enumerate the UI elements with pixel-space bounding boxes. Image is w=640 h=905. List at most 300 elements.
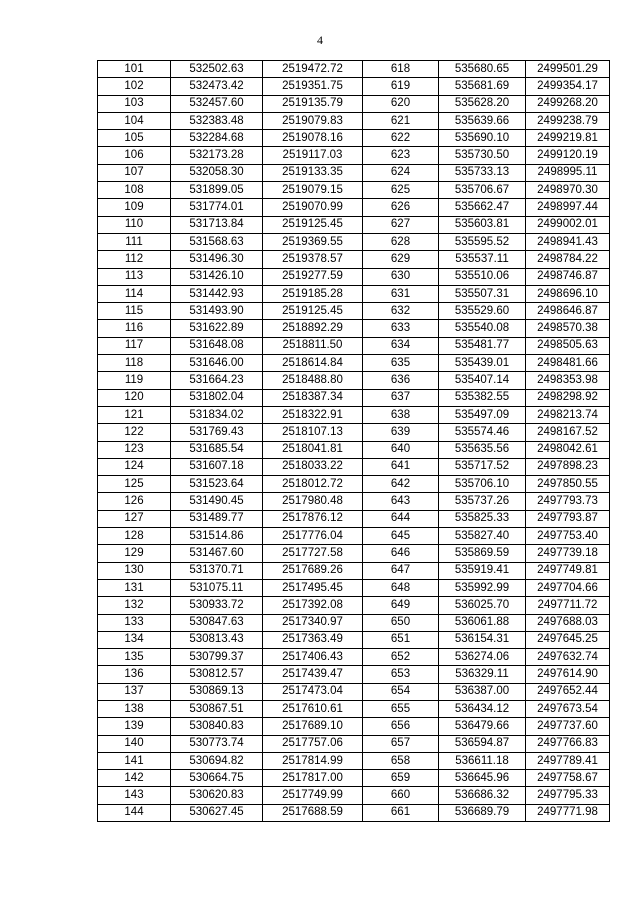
x-coordinate-left: 532383.48 [171, 112, 263, 129]
point-number-left: 143 [98, 787, 171, 804]
table-row [98, 372, 610, 389]
point-number-right: 661 [363, 804, 439, 821]
point-number-right: 618 [363, 61, 439, 78]
x-coordinate-right: 535382.55 [439, 389, 526, 406]
y-coordinate-left: 2517814.99 [263, 752, 363, 769]
y-coordinate-right: 2497771.98 [526, 804, 610, 821]
y-coordinate-right: 2497645.25 [526, 631, 610, 648]
point-number-left: 121 [98, 406, 171, 423]
table-row [98, 718, 610, 735]
x-coordinate-right: 535825.33 [439, 510, 526, 527]
point-number-left: 112 [98, 251, 171, 268]
x-coordinate-right: 535706.67 [439, 182, 526, 199]
table-row [98, 770, 610, 787]
y-coordinate-left: 2517439.47 [263, 666, 363, 683]
y-coordinate-left: 2517610.61 [263, 700, 363, 717]
x-coordinate-left: 530812.57 [171, 666, 263, 683]
point-number-left: 104 [98, 112, 171, 129]
y-coordinate-right: 2498746.87 [526, 268, 610, 285]
x-coordinate-left: 531646.00 [171, 355, 263, 372]
point-number-right: 645 [363, 528, 439, 545]
point-number-right: 655 [363, 700, 439, 717]
table-row [98, 666, 610, 683]
x-coordinate-left: 531834.02 [171, 406, 263, 423]
y-coordinate-left: 2518033.22 [263, 458, 363, 475]
point-number-left: 111 [98, 233, 171, 250]
y-coordinate-left: 2519078.16 [263, 130, 363, 147]
x-coordinate-right: 535717.52 [439, 458, 526, 475]
point-number-right: 652 [363, 649, 439, 666]
point-number-left: 119 [98, 372, 171, 389]
point-number-left: 135 [98, 649, 171, 666]
point-number-right: 635 [363, 355, 439, 372]
table-row [98, 199, 610, 216]
x-coordinate-right: 535733.13 [439, 164, 526, 181]
x-coordinate-right: 536686.32 [439, 787, 526, 804]
x-coordinate-left: 532173.28 [171, 147, 263, 164]
coordinates-table [97, 60, 610, 822]
x-coordinate-left: 531899.05 [171, 182, 263, 199]
x-coordinate-right: 535992.99 [439, 579, 526, 596]
point-number-left: 144 [98, 804, 171, 821]
point-number-left: 116 [98, 320, 171, 337]
table-row [98, 147, 610, 164]
y-coordinate-right: 2499354.17 [526, 78, 610, 95]
y-coordinate-left: 2517727.58 [263, 545, 363, 562]
x-coordinate-left: 531622.89 [171, 320, 263, 337]
x-coordinate-left: 530694.82 [171, 752, 263, 769]
y-coordinate-left: 2518107.13 [263, 424, 363, 441]
point-number-left: 136 [98, 666, 171, 683]
y-coordinate-left: 2517749.99 [263, 787, 363, 804]
point-number-left: 125 [98, 476, 171, 493]
x-coordinate-right: 535481.77 [439, 337, 526, 354]
x-coordinate-right: 536479.66 [439, 718, 526, 735]
point-number-left: 106 [98, 147, 171, 164]
y-coordinate-right: 2497793.73 [526, 493, 610, 510]
y-coordinate-left: 2518041.81 [263, 441, 363, 458]
x-coordinate-right: 535595.52 [439, 233, 526, 250]
point-number-left: 142 [98, 770, 171, 787]
x-coordinate-right: 535497.09 [439, 406, 526, 423]
x-coordinate-left: 532473.42 [171, 78, 263, 95]
x-coordinate-left: 531648.08 [171, 337, 263, 354]
table-row [98, 458, 610, 475]
point-number-left: 123 [98, 441, 171, 458]
x-coordinate-left: 530840.83 [171, 718, 263, 735]
y-coordinate-left: 2517392.08 [263, 597, 363, 614]
y-coordinate-left: 2519125.45 [263, 216, 363, 233]
point-number-right: 658 [363, 752, 439, 769]
table-row [98, 579, 610, 596]
y-coordinate-right: 2498646.87 [526, 303, 610, 320]
point-number-right: 627 [363, 216, 439, 233]
y-coordinate-right: 2497614.90 [526, 666, 610, 683]
point-number-left: 102 [98, 78, 171, 95]
point-number-left: 131 [98, 579, 171, 596]
point-number-left: 122 [98, 424, 171, 441]
point-number-right: 621 [363, 112, 439, 129]
x-coordinate-right: 535737.26 [439, 493, 526, 510]
point-number-left: 137 [98, 683, 171, 700]
point-number-right: 633 [363, 320, 439, 337]
y-coordinate-right: 2497766.83 [526, 735, 610, 752]
point-number-right: 629 [363, 251, 439, 268]
point-number-left: 110 [98, 216, 171, 233]
x-coordinate-right: 535869.59 [439, 545, 526, 562]
point-number-left: 108 [98, 182, 171, 199]
y-coordinate-right: 2498353.98 [526, 372, 610, 389]
y-coordinate-right: 2498784.22 [526, 251, 610, 268]
y-coordinate-left: 2519369.55 [263, 233, 363, 250]
point-number-left: 129 [98, 545, 171, 562]
x-coordinate-left: 530799.37 [171, 649, 263, 666]
x-coordinate-right: 536274.06 [439, 649, 526, 666]
x-coordinate-right: 536025.70 [439, 597, 526, 614]
y-coordinate-left: 2519185.28 [263, 285, 363, 302]
y-coordinate-right: 2498997.44 [526, 199, 610, 216]
y-coordinate-left: 2517688.59 [263, 804, 363, 821]
point-number-right: 634 [363, 337, 439, 354]
x-coordinate-left: 530664.75 [171, 770, 263, 787]
x-coordinate-left: 531370.71 [171, 562, 263, 579]
y-coordinate-right: 2498570.38 [526, 320, 610, 337]
y-coordinate-right: 2499219.81 [526, 130, 610, 147]
y-coordinate-right: 2499002.01 [526, 216, 610, 233]
y-coordinate-right: 2497758.67 [526, 770, 610, 787]
y-coordinate-left: 2519079.83 [263, 112, 363, 129]
x-coordinate-left: 531496.30 [171, 251, 263, 268]
x-coordinate-right: 535662.47 [439, 199, 526, 216]
x-coordinate-left: 530847.63 [171, 614, 263, 631]
point-number-left: 140 [98, 735, 171, 752]
y-coordinate-right: 2497652.44 [526, 683, 610, 700]
point-number-right: 620 [363, 95, 439, 112]
x-coordinate-right: 535639.66 [439, 112, 526, 129]
point-number-left: 138 [98, 700, 171, 717]
table-row [98, 251, 610, 268]
y-coordinate-left: 2519351.75 [263, 78, 363, 95]
x-coordinate-left: 530867.51 [171, 700, 263, 717]
y-coordinate-left: 2519125.45 [263, 303, 363, 320]
x-coordinate-left: 531774.01 [171, 199, 263, 216]
y-coordinate-right: 2498167.52 [526, 424, 610, 441]
table-row [98, 804, 610, 821]
y-coordinate-left: 2517776.04 [263, 528, 363, 545]
x-coordinate-right: 536061.88 [439, 614, 526, 631]
x-coordinate-left: 531426.10 [171, 268, 263, 285]
x-coordinate-right: 536611.18 [439, 752, 526, 769]
x-coordinate-left: 530869.13 [171, 683, 263, 700]
x-coordinate-left: 532284.68 [171, 130, 263, 147]
point-number-left: 117 [98, 337, 171, 354]
table-row [98, 216, 610, 233]
point-number-right: 640 [363, 441, 439, 458]
y-coordinate-left: 2519472.72 [263, 61, 363, 78]
table-row [98, 787, 610, 804]
x-coordinate-left: 532058.30 [171, 164, 263, 181]
x-coordinate-left: 531442.93 [171, 285, 263, 302]
point-number-right: 622 [363, 130, 439, 147]
y-coordinate-right: 2497789.41 [526, 752, 610, 769]
table-row [98, 303, 610, 320]
table-row [98, 649, 610, 666]
x-coordinate-left: 531607.18 [171, 458, 263, 475]
table-row [98, 320, 610, 337]
x-coordinate-right: 536387.00 [439, 683, 526, 700]
x-coordinate-right: 535537.11 [439, 251, 526, 268]
point-number-left: 133 [98, 614, 171, 631]
y-coordinate-right: 2498481.66 [526, 355, 610, 372]
x-coordinate-left: 531075.11 [171, 579, 263, 596]
x-coordinate-left: 532457.60 [171, 95, 263, 112]
y-coordinate-left: 2517980.48 [263, 493, 363, 510]
table-row [98, 285, 610, 302]
point-number-left: 107 [98, 164, 171, 181]
table-row [98, 268, 610, 285]
table-row [98, 735, 610, 752]
y-coordinate-left: 2519133.35 [263, 164, 363, 181]
x-coordinate-right: 535706.10 [439, 476, 526, 493]
point-number-right: 660 [363, 787, 439, 804]
y-coordinate-right: 2499238.79 [526, 112, 610, 129]
table-row [98, 95, 610, 112]
point-number-left: 124 [98, 458, 171, 475]
point-number-right: 650 [363, 614, 439, 631]
point-number-right: 651 [363, 631, 439, 648]
y-coordinate-left: 2518892.29 [263, 320, 363, 337]
table-row [98, 476, 610, 493]
x-coordinate-right: 535540.08 [439, 320, 526, 337]
y-coordinate-left: 2519117.03 [263, 147, 363, 164]
point-number-left: 114 [98, 285, 171, 302]
table-row [98, 597, 610, 614]
x-coordinate-left: 531490.45 [171, 493, 263, 510]
point-number-left: 139 [98, 718, 171, 735]
y-coordinate-right: 2499268.20 [526, 95, 610, 112]
y-coordinate-right: 2499501.29 [526, 61, 610, 78]
y-coordinate-left: 2519378.57 [263, 251, 363, 268]
y-coordinate-left: 2519277.59 [263, 268, 363, 285]
point-number-right: 657 [363, 735, 439, 752]
x-coordinate-left: 531568.63 [171, 233, 263, 250]
y-coordinate-right: 2497753.40 [526, 528, 610, 545]
point-number-right: 647 [363, 562, 439, 579]
x-coordinate-right: 535827.40 [439, 528, 526, 545]
x-coordinate-left: 531664.23 [171, 372, 263, 389]
x-coordinate-right: 535603.81 [439, 216, 526, 233]
point-number-left: 132 [98, 597, 171, 614]
y-coordinate-right: 2497739.18 [526, 545, 610, 562]
point-number-right: 641 [363, 458, 439, 475]
y-coordinate-right: 2497793.87 [526, 510, 610, 527]
x-coordinate-left: 530933.72 [171, 597, 263, 614]
x-coordinate-right: 535529.60 [439, 303, 526, 320]
y-coordinate-right: 2497711.72 [526, 597, 610, 614]
table-row [98, 424, 610, 441]
x-coordinate-left: 531514.86 [171, 528, 263, 545]
y-coordinate-left: 2517363.49 [263, 631, 363, 648]
table-row [98, 182, 610, 199]
x-coordinate-right: 536645.96 [439, 770, 526, 787]
point-number-left: 118 [98, 355, 171, 372]
point-number-right: 636 [363, 372, 439, 389]
table-row [98, 510, 610, 527]
y-coordinate-left: 2517340.97 [263, 614, 363, 631]
x-coordinate-right: 536689.79 [439, 804, 526, 821]
y-coordinate-right: 2498213.74 [526, 406, 610, 423]
y-coordinate-right: 2497632.74 [526, 649, 610, 666]
point-number-right: 637 [363, 389, 439, 406]
y-coordinate-right: 2499120.19 [526, 147, 610, 164]
table-row [98, 112, 610, 129]
y-coordinate-right: 2498042.61 [526, 441, 610, 458]
x-coordinate-left: 530620.83 [171, 787, 263, 804]
point-number-right: 632 [363, 303, 439, 320]
y-coordinate-right: 2498505.63 [526, 337, 610, 354]
x-coordinate-right: 535507.31 [439, 285, 526, 302]
y-coordinate-left: 2517876.12 [263, 510, 363, 527]
point-number-right: 656 [363, 718, 439, 735]
y-coordinate-left: 2517689.26 [263, 562, 363, 579]
y-coordinate-right: 2497704.66 [526, 579, 610, 596]
point-number-right: 626 [363, 199, 439, 216]
point-number-left: 141 [98, 752, 171, 769]
x-coordinate-right: 535690.10 [439, 130, 526, 147]
y-coordinate-left: 2518387.34 [263, 389, 363, 406]
table-row [98, 752, 610, 769]
table-row [98, 441, 610, 458]
point-number-right: 654 [363, 683, 439, 700]
point-number-right: 631 [363, 285, 439, 302]
x-coordinate-left: 531685.54 [171, 441, 263, 458]
table-row [98, 164, 610, 181]
table-row [98, 233, 610, 250]
point-number-right: 630 [363, 268, 439, 285]
x-coordinate-left: 532502.63 [171, 61, 263, 78]
point-number-left: 120 [98, 389, 171, 406]
table-row [98, 61, 610, 78]
x-coordinate-left: 531802.04 [171, 389, 263, 406]
y-coordinate-right: 2497737.60 [526, 718, 610, 735]
x-coordinate-left: 530773.74 [171, 735, 263, 752]
x-coordinate-left: 530813.43 [171, 631, 263, 648]
y-coordinate-left: 2518614.84 [263, 355, 363, 372]
point-number-right: 624 [363, 164, 439, 181]
y-coordinate-left: 2517473.04 [263, 683, 363, 700]
point-number-left: 126 [98, 493, 171, 510]
y-coordinate-left: 2518811.50 [263, 337, 363, 354]
x-coordinate-right: 535510.06 [439, 268, 526, 285]
point-number-right: 646 [363, 545, 439, 562]
x-coordinate-left: 531523.64 [171, 476, 263, 493]
point-number-right: 639 [363, 424, 439, 441]
x-coordinate-right: 535574.46 [439, 424, 526, 441]
y-coordinate-right: 2498970.30 [526, 182, 610, 199]
y-coordinate-left: 2519135.79 [263, 95, 363, 112]
table-row [98, 614, 610, 631]
point-number-left: 127 [98, 510, 171, 527]
point-number-right: 648 [363, 579, 439, 596]
y-coordinate-left: 2519079.15 [263, 182, 363, 199]
page-number: 4 [317, 33, 323, 47]
y-coordinate-right: 2498995.11 [526, 164, 610, 181]
x-coordinate-left: 531713.84 [171, 216, 263, 233]
point-number-left: 130 [98, 562, 171, 579]
y-coordinate-right: 2497850.55 [526, 476, 610, 493]
y-coordinate-left: 2518012.72 [263, 476, 363, 493]
point-number-left: 113 [98, 268, 171, 285]
point-number-right: 649 [363, 597, 439, 614]
point-number-right: 623 [363, 147, 439, 164]
table-row [98, 562, 610, 579]
x-coordinate-right: 535681.69 [439, 78, 526, 95]
point-number-right: 642 [363, 476, 439, 493]
table-row [98, 78, 610, 95]
point-number-left: 101 [98, 61, 171, 78]
table-row [98, 493, 610, 510]
point-number-right: 644 [363, 510, 439, 527]
table-row [98, 683, 610, 700]
x-coordinate-right: 536594.87 [439, 735, 526, 752]
table-row [98, 700, 610, 717]
y-coordinate-right: 2497688.03 [526, 614, 610, 631]
x-coordinate-right: 535439.01 [439, 355, 526, 372]
table-row [98, 528, 610, 545]
y-coordinate-right: 2497795.33 [526, 787, 610, 804]
point-number-right: 643 [363, 493, 439, 510]
table-row [98, 406, 610, 423]
point-number-right: 628 [363, 233, 439, 250]
y-coordinate-right: 2497898.23 [526, 458, 610, 475]
x-coordinate-right: 535680.65 [439, 61, 526, 78]
x-coordinate-right: 536329.11 [439, 666, 526, 683]
point-number-right: 638 [363, 406, 439, 423]
y-coordinate-right: 2497673.54 [526, 700, 610, 717]
y-coordinate-right: 2498298.92 [526, 389, 610, 406]
point-number-right: 653 [363, 666, 439, 683]
y-coordinate-left: 2517689.10 [263, 718, 363, 735]
point-number-right: 625 [363, 182, 439, 199]
x-coordinate-right: 535407.14 [439, 372, 526, 389]
y-coordinate-left: 2517406.43 [263, 649, 363, 666]
point-number-left: 105 [98, 130, 171, 147]
y-coordinate-left: 2517495.45 [263, 579, 363, 596]
x-coordinate-left: 531489.77 [171, 510, 263, 527]
coordinates-table-body [98, 61, 610, 822]
point-number-left: 128 [98, 528, 171, 545]
y-coordinate-right: 2497749.81 [526, 562, 610, 579]
y-coordinate-left: 2517817.00 [263, 770, 363, 787]
point-number-left: 109 [98, 199, 171, 216]
x-coordinate-left: 530627.45 [171, 804, 263, 821]
y-coordinate-left: 2518322.91 [263, 406, 363, 423]
table-row [98, 389, 610, 406]
point-number-right: 659 [363, 770, 439, 787]
table-row [98, 545, 610, 562]
x-coordinate-right: 536154.31 [439, 631, 526, 648]
x-coordinate-right: 535730.50 [439, 147, 526, 164]
x-coordinate-left: 531769.43 [171, 424, 263, 441]
y-coordinate-left: 2517757.06 [263, 735, 363, 752]
y-coordinate-right: 2498941.43 [526, 233, 610, 250]
point-number-left: 103 [98, 95, 171, 112]
y-coordinate-left: 2519070.99 [263, 199, 363, 216]
x-coordinate-right: 535628.20 [439, 95, 526, 112]
point-number-left: 115 [98, 303, 171, 320]
x-coordinate-left: 531467.60 [171, 545, 263, 562]
x-coordinate-right: 535635.56 [439, 441, 526, 458]
